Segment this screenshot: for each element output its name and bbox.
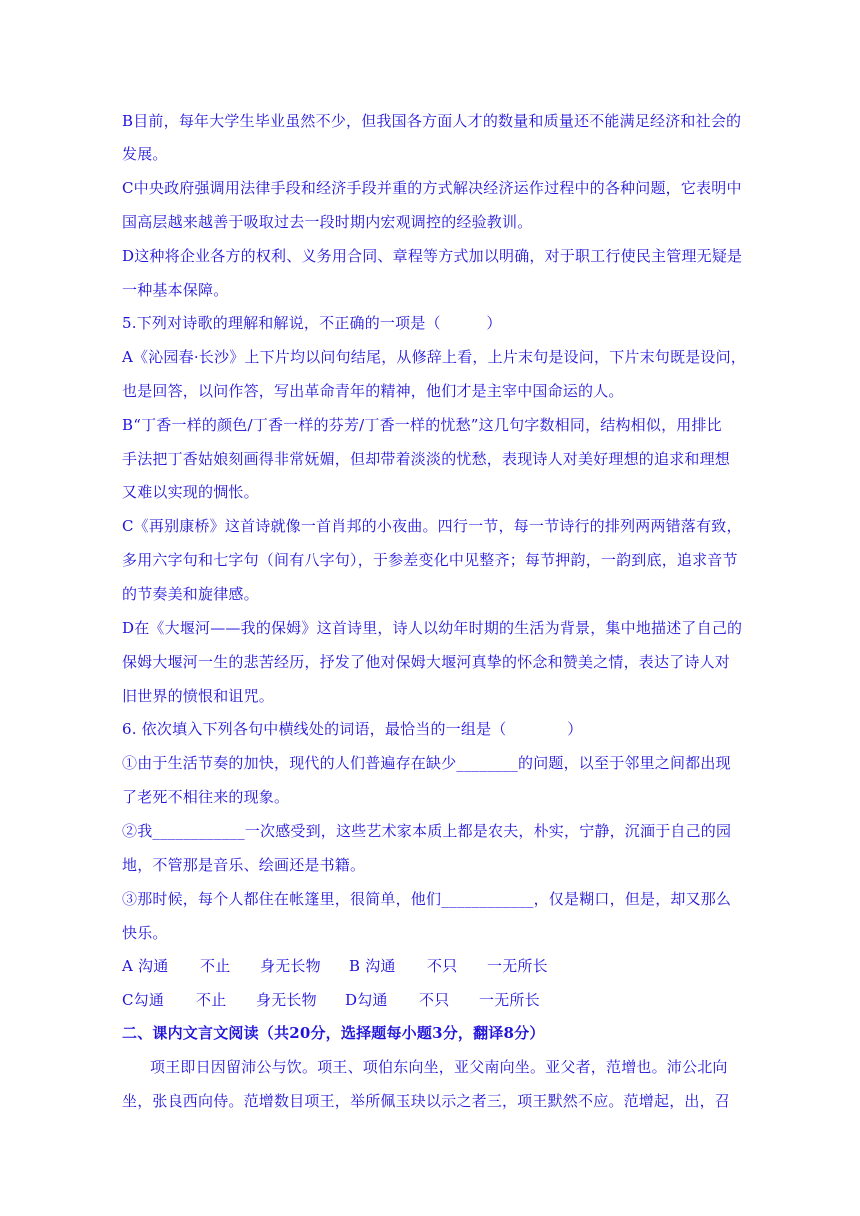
text-line: 发展。	[122, 145, 168, 163]
text-line: ③那时候，每个人都住在帐篷里，很简单，他们____________，仅是糊口，但是，却又那么	[122, 890, 732, 908]
question-5: 5.下列对诗歌的理解和解说，不正确的一项是（ ）	[122, 314, 502, 332]
text-line: 也是回答，以问作答，写出革命青年的精神，他们才是主宰中国命运的人。	[122, 382, 624, 400]
text-line: 多用六字句和七字句（间有八字句），于参差变化中见整齐；每节押韵，一韵到底，追求音节	[122, 551, 738, 569]
text-line: B目前，每年大学生毕业虽然不少，但我国各方面人才的数量和质量还不能满足经济和社会的	[122, 112, 742, 130]
options-row-ab	[122, 956, 548, 976]
option-d-word1: D勾通	[345, 991, 388, 1009]
option-d-word2: 不只	[419, 991, 450, 1009]
option-b-word3: 一无所长	[487, 957, 548, 975]
options-row-cd	[122, 990, 540, 1010]
question-6: 6. 依次填入下列各句中横线处的词语，最恰当的一组是（ ）	[122, 720, 583, 738]
text-line: 又难以实现的惆怅。	[122, 483, 259, 501]
text-line: 保姆大堰河一生的悲苦经历，抒发了他对保姆大堰河真挚的怀念和赞美之情，表达了诗人对	[122, 653, 731, 671]
section-heading: 二、课内文言文阅读（共20分，选择题每小题3分，翻译8分）	[122, 1024, 545, 1042]
text-line: 旧世界的愤恨和诅咒。	[122, 687, 275, 705]
option-c-word2: 不止	[196, 991, 227, 1009]
option-a-word3: 身无长物	[260, 957, 321, 975]
text-line: A《沁园春·长沙》上下片均以问句结尾，从修辞上看，上片末句是设问，下片末句既是设问，	[122, 348, 747, 366]
option-b-word1: B 沟通	[349, 957, 396, 975]
option-a-word2: 不止	[200, 957, 231, 975]
text-line: B“丁香一样的颜色/丁香一样的芬芳/丁香一样的忧愁”这几句字数相同，结构相似，用排比	[122, 416, 722, 434]
text-line: 手法把丁香姑娘刻画得非常妩媚，但却带着淡淡的忧愁，表现诗人对美好理想的追求和理想	[122, 450, 731, 468]
option-a-word1: A 沟通	[122, 957, 169, 975]
text-line: 国高层越来越善于吸取过去一段时期内宏观调控的经验教训。	[122, 213, 533, 231]
text-line: 快乐。	[122, 924, 168, 942]
text-line: C中央政府强调用法律手段和经济手段并重的方式解决经济运作过程中的各种问题，它表明中	[122, 179, 742, 197]
text-line: D这种将企业各方的权利、义务用合同、章程等方式加以明确，对于职工行使民主管理无疑是	[122, 247, 743, 265]
passage-line: 项王即日因留沛公与饮。项王、项伯东向坐，亚父南向坐。亚父者，范增也。沛公北向	[150, 1058, 728, 1076]
text-line: ①由于生活节奏的加快，现代的人们普遍存在缺少________的问题，以至于邻里之间都出现	[122, 754, 731, 772]
option-b-word2: 不只	[427, 957, 458, 975]
text-line: D在《大堰河——我的保姆》这首诗里，诗人以幼年时期的生活为背景，集中地描述了自己的	[122, 619, 743, 637]
text-line: 的节奏美和旋律感。	[122, 585, 259, 603]
text-line: C《再别康桥》这首诗就像一首肖邦的小夜曲。四行一节，每一节诗行的排列两两错落有致，	[122, 517, 742, 535]
option-d-word3: 一无所长	[479, 991, 540, 1009]
option-c-word3: 身无长物	[256, 991, 317, 1009]
passage-line: 坐，张良西向侍。范增数目项王，举所佩玉玦以示之者三，项王默然不应。范增起，出，召	[122, 1092, 731, 1110]
text-line: 了老死不相往来的现象。	[122, 788, 290, 806]
option-c-word1: C勾通	[122, 991, 165, 1009]
text-line: 一种基本保障。	[122, 281, 229, 299]
text-line: ②我____________一次感受到，这些艺术家本质上都是农夫，朴实，宁静，沉湎于自己的园	[122, 822, 732, 840]
text-line: 地，不管那是音乐、绘画还是书籍。	[122, 856, 366, 874]
